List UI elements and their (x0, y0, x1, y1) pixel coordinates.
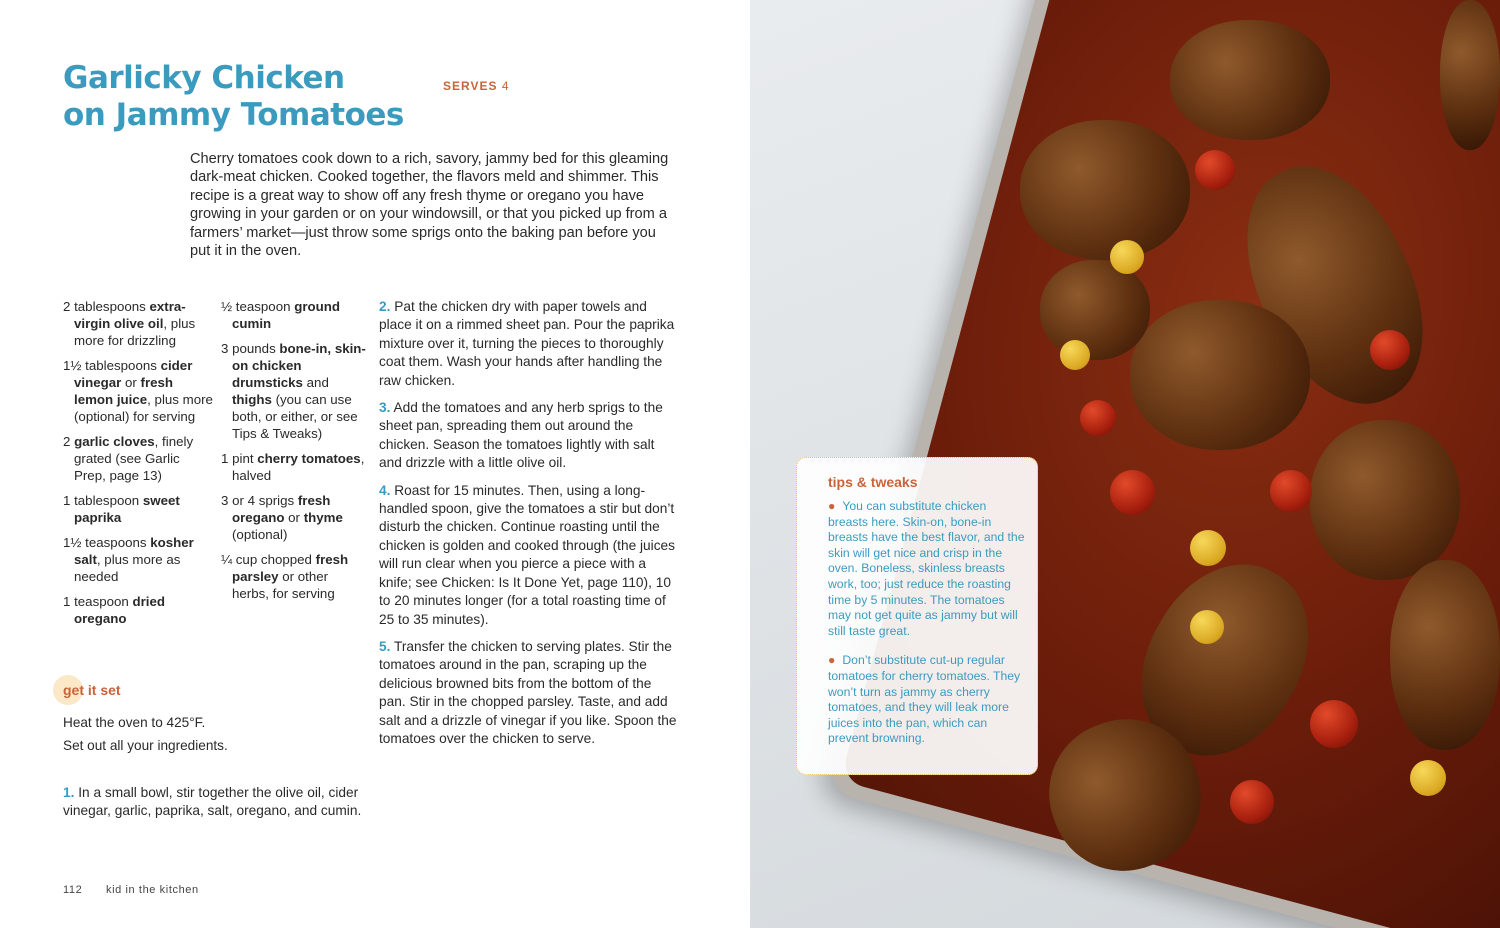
serves-label (443, 79, 510, 93)
ingredient-item: 1 tablespoon sweet paprika (63, 493, 180, 525)
get-it-set-lines (63, 711, 228, 757)
bullet-icon: ● (828, 499, 836, 513)
title-line-1: Garlicky Chicken (63, 60, 345, 96)
ingredients-column-1 (63, 298, 213, 635)
ingredient-item: 3 or 4 sprigs fresh oregano or thyme (optional) (221, 493, 343, 542)
tomato-image (1270, 470, 1312, 512)
step-2: 2. Pat the chicken dry with paper towels and place it on a rimmed sheet pan. Pour the paprika mixture over it, turning the pieces to thoroughly coat them. Wash your hands after handling the raw chicken. (379, 299, 675, 388)
recipe-title (63, 60, 404, 134)
tomato-image (1110, 470, 1155, 515)
ingredient-item: 1 pint cherry tomatoes, halved (221, 451, 365, 483)
bullet-icon: ● (828, 653, 836, 668)
get-it-set-heading: get it set (63, 682, 121, 698)
ingredient-item: ¼ cup chopped fresh parsley or other herbs, for serving (221, 552, 349, 601)
serves-text: SERVES (443, 79, 498, 93)
ingredient-item: 3 pounds bone-in, skin-on chicken drumsticks and thighs (you can use both, or either, or see Tips & Tweaks) (221, 341, 366, 441)
tip-item: ● Don’t substitute cut-up regular tomatoes for cherry tomatoes. They won’t turn as jammy as cherry tomatoes, and they will leak more juices into the pan, which can prevent browning. (828, 653, 1021, 746)
chicken-piece-image (1130, 300, 1310, 450)
ingredient-item: 1½ tablespoons cider vinegar or fresh lemon juice, plus more (optional) for serving (63, 358, 213, 424)
ingredient-item: 1 teaspoon dried oregano (63, 594, 166, 626)
get-it-set-line: Set out all your ingredients. (63, 738, 228, 753)
tomato-image (1080, 400, 1116, 436)
page-number: 112 (63, 884, 83, 896)
tomato-image (1310, 700, 1358, 748)
ingredient-item: 2 garlic cloves, finely grated (see Garlic Prep, page 13) (63, 434, 194, 483)
tip-item: ● You can substitute chicken breasts here. Skin-on, bone-in breasts have the best flavor, and the skin will get nice and crisp in the oven. Boneless, skinless breasts work, too; just reduce the roasting time by 5 minutes. The tomatoes may not get quite as jammy but will still taste great. (828, 499, 1025, 638)
book-title: kid in the kitchen (106, 884, 199, 896)
step-1: 1. In a small bowl, stir together the olive oil, cider vinegar, garlic, paprika, salt, oregano, and cumin. (63, 784, 362, 819)
steps-column (379, 298, 679, 757)
ingredient-item: ½ teaspoon ground cumin (221, 299, 340, 331)
chicken-piece-image (1170, 20, 1330, 140)
get-it-set-section (63, 682, 121, 698)
ingredient-item: 1½ teaspoons kosher salt, plus more as needed (63, 535, 194, 584)
chicken-piece-image (1040, 260, 1150, 360)
chicken-piece-image (1020, 120, 1190, 260)
tips-heading: tips & tweaks (828, 474, 918, 490)
title-line-2: on Jammy Tomatoes (63, 97, 404, 133)
yellow-tomato-image (1190, 530, 1226, 566)
ingredients-column-2 (221, 298, 366, 610)
chicken-piece-image (1440, 0, 1500, 150)
tomato-image (1195, 150, 1235, 190)
get-it-set-line: Heat the oven to 425°F. (63, 715, 206, 730)
tomato-image (1370, 330, 1410, 370)
yellow-tomato-image (1190, 610, 1224, 644)
step-3: 3. Add the tomatoes and any herb sprigs to the sheet pan, spreading them out around the chicken. Season the tomatoes lightly with salt and drizzle with a little olive oil. (379, 400, 663, 471)
tips-and-tweaks-box (796, 457, 1038, 775)
step-5: 5. Transfer the chicken to serving plates. Stir the tomatoes around in the pan, scraping up the delicious browned bits from the bottom of the pan. Stir in the chopped parsley. Taste, and add salt and a drizzle of vinegar if you like. Spoon the tomatoes over the chicken to serve. (379, 638, 677, 746)
page-footer (63, 884, 199, 896)
yellow-tomato-image (1110, 240, 1144, 274)
chicken-piece-image (1310, 420, 1460, 580)
yellow-tomato-image (1410, 760, 1446, 796)
chicken-piece-image (1390, 560, 1500, 750)
ingredient-item: 2 tablespoons extra-virgin olive oil, plus more for drizzling (63, 299, 196, 348)
yellow-tomato-image (1060, 340, 1090, 370)
tomato-image (1230, 780, 1274, 824)
recipe-intro: Cherry tomatoes cook down to a rich, savory, jammy bed for this gleaming dark-meat chicken. Cooked together, the flavors meld and shimmer. This recipe is a great way to show off any fresh thyme or oregano you have growing in your garden or on your windowsill, or that you picked up from a farmers’ market—just throw some sprigs onto the baking pan before you put it in the oven. (190, 151, 669, 260)
serves-count: 4 (501, 79, 510, 93)
step-4: 4. Roast for 15 minutes. Then, using a long-handled spoon, give the tomatoes a stir but don’t disturb the chicken. Continue roasting until the chicken is golden and cooked through (the juices will run clear when you pierce a piece with a knife; see Chicken: Is It Done Yet, page 110), 10 to 20 minutes longer (for a total roasting time of 25 to 35 minutes). (379, 482, 675, 627)
